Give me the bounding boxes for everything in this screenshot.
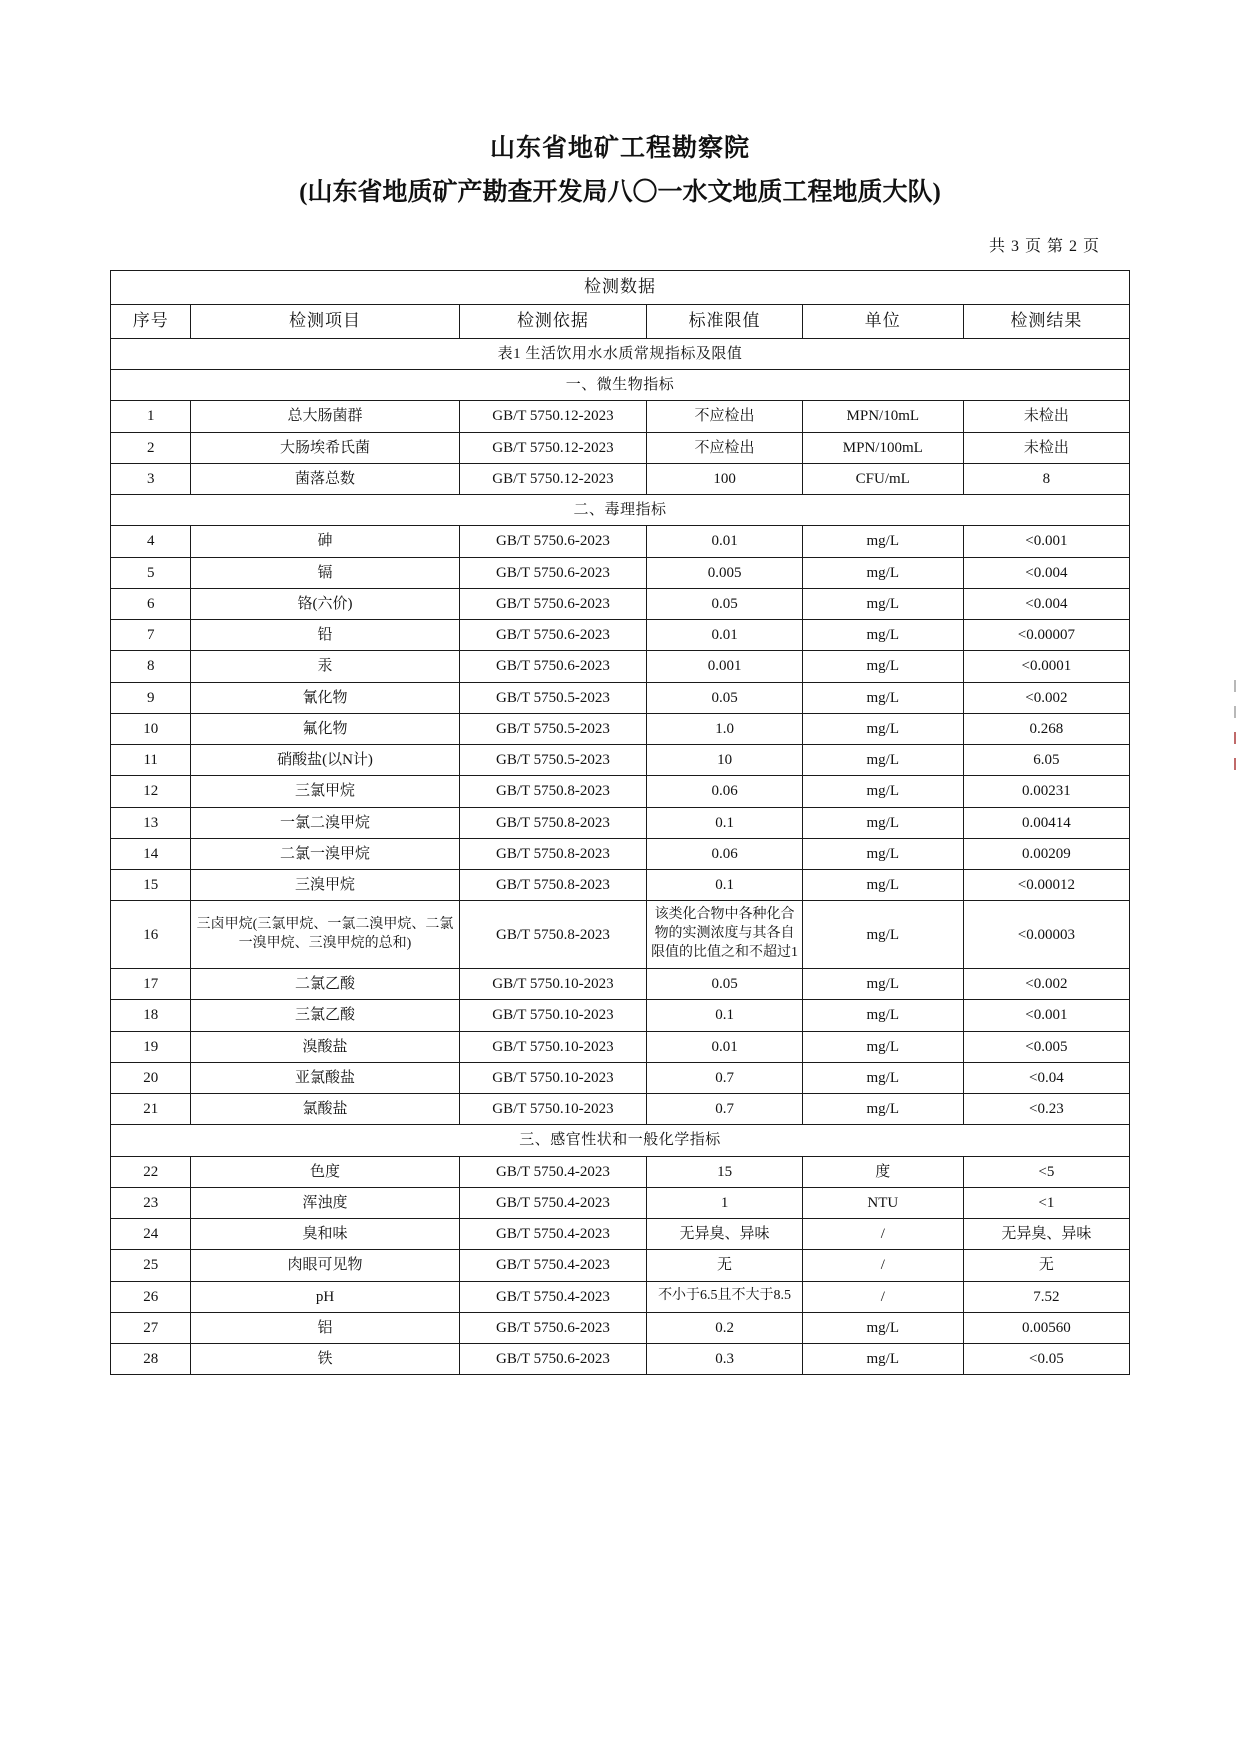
cell-result: <0.004 bbox=[963, 588, 1129, 619]
section-label-sensory: 三、感官性状和一般化学指标 bbox=[111, 1125, 1130, 1156]
cell-limit: 0.001 bbox=[647, 651, 803, 682]
table-row bbox=[111, 1250, 1130, 1281]
table-row bbox=[111, 432, 1130, 463]
document-header bbox=[110, 130, 1130, 211]
table-caption: 检测数据 bbox=[111, 271, 1130, 305]
cell-unit: mg/L bbox=[802, 651, 963, 682]
cell-result: 0.00560 bbox=[963, 1312, 1129, 1343]
column-header-unit: 单位 bbox=[802, 304, 963, 338]
cell-basis: GB/T 5750.10-2023 bbox=[459, 1000, 647, 1031]
cell-unit: mg/L bbox=[802, 588, 963, 619]
cell-limit: 0.1 bbox=[647, 807, 803, 838]
cell-unit: mg/L bbox=[802, 1344, 963, 1375]
cell-basis: GB/T 5750.6-2023 bbox=[459, 651, 647, 682]
cell-item: 汞 bbox=[191, 651, 459, 682]
table-row bbox=[111, 1031, 1130, 1062]
cell-basis: GB/T 5750.12-2023 bbox=[459, 463, 647, 494]
cell-no: 20 bbox=[111, 1062, 191, 1093]
cell-unit: mg/L bbox=[802, 1031, 963, 1062]
cell-unit: mg/L bbox=[802, 557, 963, 588]
cell-limit: 0.7 bbox=[647, 1094, 803, 1125]
cell-basis: GB/T 5750.6-2023 bbox=[459, 526, 647, 557]
cell-result: 8 bbox=[963, 463, 1129, 494]
cell-result: <0.04 bbox=[963, 1062, 1129, 1093]
cell-limit: 15 bbox=[647, 1156, 803, 1187]
table-row bbox=[111, 557, 1130, 588]
table-row bbox=[111, 713, 1130, 744]
cell-result: <0.0001 bbox=[963, 651, 1129, 682]
cell-item: 臭和味 bbox=[191, 1219, 459, 1250]
cell-result: <0.23 bbox=[963, 1094, 1129, 1125]
cell-result: 0.268 bbox=[963, 713, 1129, 744]
cell-basis: GB/T 5750.4-2023 bbox=[459, 1250, 647, 1281]
table-row bbox=[111, 1219, 1130, 1250]
cell-result: 7.52 bbox=[963, 1281, 1129, 1312]
table-row bbox=[111, 651, 1130, 682]
column-header-limit: 标准限值 bbox=[647, 304, 803, 338]
cell-item: 肉眼可见物 bbox=[191, 1250, 459, 1281]
table-row bbox=[111, 620, 1130, 651]
cell-no: 25 bbox=[111, 1250, 191, 1281]
cell-unit: MPN/10mL bbox=[802, 401, 963, 432]
cell-no: 10 bbox=[111, 713, 191, 744]
cell-unit: NTU bbox=[802, 1187, 963, 1218]
table-row bbox=[111, 401, 1130, 432]
cell-no: 12 bbox=[111, 776, 191, 807]
cell-limit: 0.06 bbox=[647, 776, 803, 807]
cell-item: 二氯一溴甲烷 bbox=[191, 838, 459, 869]
cell-limit: 0.05 bbox=[647, 969, 803, 1000]
cell-item: 一氯二溴甲烷 bbox=[191, 807, 459, 838]
cell-item: pH bbox=[191, 1281, 459, 1312]
cell-result: <0.002 bbox=[963, 969, 1129, 1000]
cell-limit: 0.005 bbox=[647, 557, 803, 588]
cell-result: <0.005 bbox=[963, 1031, 1129, 1062]
section-row-toxic bbox=[111, 495, 1130, 526]
table-row bbox=[111, 682, 1130, 713]
cell-basis: GB/T 5750.6-2023 bbox=[459, 557, 647, 588]
cell-result: 0.00414 bbox=[963, 807, 1129, 838]
table-subtitle: 表1 生活饮用水水质常规指标及限值 bbox=[111, 338, 1130, 369]
cell-basis: GB/T 5750.5-2023 bbox=[459, 682, 647, 713]
cell-unit: mg/L bbox=[802, 1000, 963, 1031]
cell-no: 22 bbox=[111, 1156, 191, 1187]
table-row bbox=[111, 901, 1130, 969]
cell-result: 0.00231 bbox=[963, 776, 1129, 807]
edge-mark bbox=[1228, 706, 1236, 718]
cell-limit: 不小于6.5且不大于8.5 bbox=[647, 1281, 803, 1312]
cell-item: 氯酸盐 bbox=[191, 1094, 459, 1125]
cell-unit: mg/L bbox=[802, 1094, 963, 1125]
cell-basis: GB/T 5750.5-2023 bbox=[459, 713, 647, 744]
column-header-basis: 检测依据 bbox=[459, 304, 647, 338]
table-row bbox=[111, 838, 1130, 869]
table-row bbox=[111, 1000, 1130, 1031]
section-label-microbio: 一、微生物指标 bbox=[111, 370, 1130, 401]
cell-basis: GB/T 5750.6-2023 bbox=[459, 1312, 647, 1343]
cell-limit: 0.1 bbox=[647, 1000, 803, 1031]
section-row-microbio bbox=[111, 370, 1130, 401]
cell-no: 15 bbox=[111, 870, 191, 901]
cell-unit: / bbox=[802, 1219, 963, 1250]
table-row bbox=[111, 745, 1130, 776]
cell-basis: GB/T 5750.10-2023 bbox=[459, 1062, 647, 1093]
cell-unit: 度 bbox=[802, 1156, 963, 1187]
cell-unit: MPN/100mL bbox=[802, 432, 963, 463]
cell-item: 砷 bbox=[191, 526, 459, 557]
cell-limit: 0.01 bbox=[647, 620, 803, 651]
cell-no: 24 bbox=[111, 1219, 191, 1250]
organization-subtitle: (山东省地质矿产勘查开发局八〇一水文地质工程地质大队) bbox=[299, 178, 941, 206]
cell-item: 三卤甲烷(三氯甲烷、一氯二溴甲烷、二氯一溴甲烷、三溴甲烷的总和) bbox=[191, 901, 459, 969]
table-row bbox=[111, 1156, 1130, 1187]
cell-unit: mg/L bbox=[802, 776, 963, 807]
cell-unit: mg/L bbox=[802, 1312, 963, 1343]
table-row bbox=[111, 588, 1130, 619]
cell-unit: mg/L bbox=[802, 1062, 963, 1093]
table-row bbox=[111, 1187, 1130, 1218]
cell-basis: GB/T 5750.8-2023 bbox=[459, 901, 647, 969]
cell-item: 亚氯酸盐 bbox=[191, 1062, 459, 1093]
cell-result: <5 bbox=[963, 1156, 1129, 1187]
table-row bbox=[111, 1062, 1130, 1093]
cell-unit: mg/L bbox=[802, 682, 963, 713]
cell-item: 铬(六价) bbox=[191, 588, 459, 619]
table-row bbox=[111, 870, 1130, 901]
cell-item: 镉 bbox=[191, 557, 459, 588]
cell-item: 三氯甲烷 bbox=[191, 776, 459, 807]
cell-no: 14 bbox=[111, 838, 191, 869]
cell-no: 23 bbox=[111, 1187, 191, 1218]
cell-basis: GB/T 5750.4-2023 bbox=[459, 1187, 647, 1218]
cell-item: 菌落总数 bbox=[191, 463, 459, 494]
test-data-table bbox=[110, 270, 1130, 1375]
cell-basis: GB/T 5750.12-2023 bbox=[459, 401, 647, 432]
cell-basis: GB/T 5750.8-2023 bbox=[459, 870, 647, 901]
table-row bbox=[111, 807, 1130, 838]
cell-no: 2 bbox=[111, 432, 191, 463]
cell-no: 16 bbox=[111, 901, 191, 969]
cell-no: 7 bbox=[111, 620, 191, 651]
cell-basis: GB/T 5750.4-2023 bbox=[459, 1156, 647, 1187]
cell-no: 21 bbox=[111, 1094, 191, 1125]
cell-basis: GB/T 5750.6-2023 bbox=[459, 1344, 647, 1375]
cell-basis: GB/T 5750.10-2023 bbox=[459, 1094, 647, 1125]
table-row bbox=[111, 969, 1130, 1000]
cell-unit: / bbox=[802, 1250, 963, 1281]
cell-basis: GB/T 5750.10-2023 bbox=[459, 969, 647, 1000]
cell-no: 9 bbox=[111, 682, 191, 713]
table-row bbox=[111, 1094, 1130, 1125]
section-row-sensory bbox=[111, 1125, 1130, 1156]
edge-mark bbox=[1228, 732, 1236, 744]
cell-item: 铝 bbox=[191, 1312, 459, 1343]
column-header-result: 检测结果 bbox=[963, 304, 1129, 338]
organization-name: 山东省地矿工程勘察院 bbox=[489, 135, 750, 162]
cell-result: 未检出 bbox=[963, 432, 1129, 463]
cell-result: 无 bbox=[963, 1250, 1129, 1281]
cell-item: 铁 bbox=[191, 1344, 459, 1375]
cell-item: 溴酸盐 bbox=[191, 1031, 459, 1062]
edge-mark bbox=[1228, 758, 1236, 770]
table-row bbox=[111, 1312, 1130, 1343]
cell-limit: 0.01 bbox=[647, 1031, 803, 1062]
edge-mark bbox=[1228, 680, 1236, 692]
cell-item: 三氯乙酸 bbox=[191, 1000, 459, 1031]
cell-limit: 无 bbox=[647, 1250, 803, 1281]
table-row bbox=[111, 463, 1130, 494]
table-subtitle-row bbox=[111, 338, 1130, 369]
table-row bbox=[111, 776, 1130, 807]
cell-unit: mg/L bbox=[802, 807, 963, 838]
cell-item: 氰化物 bbox=[191, 682, 459, 713]
cell-unit: CFU/mL bbox=[802, 463, 963, 494]
cell-unit: mg/L bbox=[802, 901, 963, 969]
cell-item: 总大肠菌群 bbox=[191, 401, 459, 432]
page-number-info: 共 3 页 第 2 页 bbox=[988, 238, 1100, 255]
cell-item: 氟化物 bbox=[191, 713, 459, 744]
cell-no: 17 bbox=[111, 969, 191, 1000]
cell-unit: mg/L bbox=[802, 526, 963, 557]
cell-no: 11 bbox=[111, 745, 191, 776]
cell-limit: 0.7 bbox=[647, 1062, 803, 1093]
cell-item: 三溴甲烷 bbox=[191, 870, 459, 901]
cell-no: 13 bbox=[111, 807, 191, 838]
cell-item: 二氯乙酸 bbox=[191, 969, 459, 1000]
table-header-row bbox=[111, 304, 1130, 338]
cell-limit: 0.01 bbox=[647, 526, 803, 557]
table-row bbox=[111, 1344, 1130, 1375]
column-header-no: 序号 bbox=[111, 304, 191, 338]
cell-no: 4 bbox=[111, 526, 191, 557]
cell-unit: mg/L bbox=[802, 620, 963, 651]
cell-unit: / bbox=[802, 1281, 963, 1312]
cell-item: 硝酸盐(以N计) bbox=[191, 745, 459, 776]
cell-basis: GB/T 5750.8-2023 bbox=[459, 838, 647, 869]
cell-result: <0.00003 bbox=[963, 901, 1129, 969]
cell-item: 浑浊度 bbox=[191, 1187, 459, 1218]
cell-result: <1 bbox=[963, 1187, 1129, 1218]
cell-result: <0.001 bbox=[963, 526, 1129, 557]
cell-limit: 1.0 bbox=[647, 713, 803, 744]
cell-no: 18 bbox=[111, 1000, 191, 1031]
cell-limit: 不应检出 bbox=[647, 401, 803, 432]
cell-no: 1 bbox=[111, 401, 191, 432]
cell-result: <0.05 bbox=[963, 1344, 1129, 1375]
cell-item: 铅 bbox=[191, 620, 459, 651]
cell-basis: GB/T 5750.4-2023 bbox=[459, 1219, 647, 1250]
cell-no: 19 bbox=[111, 1031, 191, 1062]
cell-no: 27 bbox=[111, 1312, 191, 1343]
cell-basis: GB/T 5750.6-2023 bbox=[459, 588, 647, 619]
cell-result: <0.00007 bbox=[963, 620, 1129, 651]
cell-item: 色度 bbox=[191, 1156, 459, 1187]
cell-no: 5 bbox=[111, 557, 191, 588]
cell-basis: GB/T 5750.5-2023 bbox=[459, 745, 647, 776]
cell-no: 3 bbox=[111, 463, 191, 494]
cell-unit: mg/L bbox=[802, 969, 963, 1000]
cell-result: <0.001 bbox=[963, 1000, 1129, 1031]
page-edge-marks bbox=[1228, 680, 1236, 784]
cell-basis: GB/T 5750.8-2023 bbox=[459, 807, 647, 838]
cell-limit: 不应检出 bbox=[647, 432, 803, 463]
cell-limit: 无异臭、异味 bbox=[647, 1219, 803, 1250]
cell-limit: 0.2 bbox=[647, 1312, 803, 1343]
cell-unit: mg/L bbox=[802, 713, 963, 744]
cell-basis: GB/T 5750.4-2023 bbox=[459, 1281, 647, 1312]
cell-basis: GB/T 5750.10-2023 bbox=[459, 1031, 647, 1062]
cell-result: 0.00209 bbox=[963, 838, 1129, 869]
cell-basis: GB/T 5750.12-2023 bbox=[459, 432, 647, 463]
cell-limit: 1 bbox=[647, 1187, 803, 1218]
cell-no: 6 bbox=[111, 588, 191, 619]
section-label-toxic: 二、毒理指标 bbox=[111, 495, 1130, 526]
cell-limit: 0.05 bbox=[647, 682, 803, 713]
cell-limit: 0.05 bbox=[647, 588, 803, 619]
table-caption-row bbox=[111, 271, 1130, 305]
cell-result: <0.00012 bbox=[963, 870, 1129, 901]
cell-unit: mg/L bbox=[802, 745, 963, 776]
table-row bbox=[111, 1281, 1130, 1312]
column-header-item: 检测项目 bbox=[191, 304, 459, 338]
cell-result: 6.05 bbox=[963, 745, 1129, 776]
cell-result: 无异臭、异味 bbox=[963, 1219, 1129, 1250]
table-row bbox=[111, 526, 1130, 557]
cell-result: <0.004 bbox=[963, 557, 1129, 588]
cell-no: 28 bbox=[111, 1344, 191, 1375]
cell-unit: mg/L bbox=[802, 870, 963, 901]
cell-limit: 0.3 bbox=[647, 1344, 803, 1375]
cell-basis: GB/T 5750.8-2023 bbox=[459, 776, 647, 807]
cell-basis: GB/T 5750.6-2023 bbox=[459, 620, 647, 651]
cell-limit: 10 bbox=[647, 745, 803, 776]
cell-no: 26 bbox=[111, 1281, 191, 1312]
cell-unit: mg/L bbox=[802, 838, 963, 869]
cell-limit: 该类化合物中各种化合物的实测浓度与其各自限值的比值之和不超过1 bbox=[647, 901, 803, 969]
cell-item: 大肠埃希氏菌 bbox=[191, 432, 459, 463]
cell-limit: 0.06 bbox=[647, 838, 803, 869]
cell-result: 未检出 bbox=[963, 401, 1129, 432]
cell-result: <0.002 bbox=[963, 682, 1129, 713]
cell-no: 8 bbox=[111, 651, 191, 682]
cell-limit: 0.1 bbox=[647, 870, 803, 901]
cell-limit: 100 bbox=[647, 463, 803, 494]
